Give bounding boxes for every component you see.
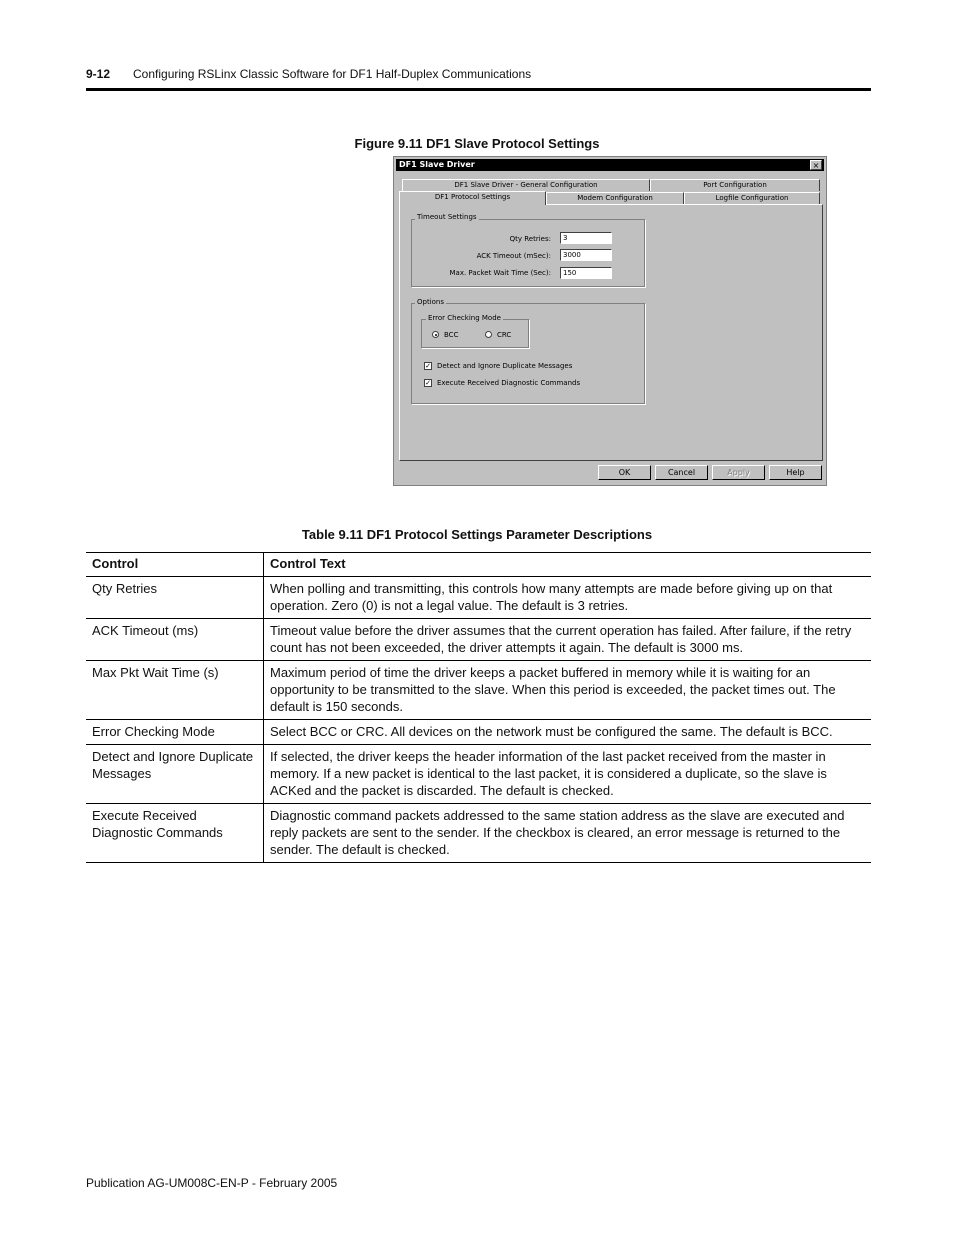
control-cell: ACK Timeout (ms) bbox=[86, 619, 264, 661]
control-text-cell: Diagnostic command packets addressed to the same station address as the slave are executed and reply packets are sent to the sender. If the checkbox is cleared, an error message is returned to the sender. The default is checked. bbox=[264, 804, 872, 863]
max-packet-wait-input[interactable]: 150 bbox=[560, 267, 612, 279]
chapter-title: Configuring RSLinx Classic Software for DF1 Half-Duplex Communications bbox=[133, 67, 532, 81]
dialog-title: DF1 Slave Driver bbox=[399, 160, 475, 169]
detect-duplicate-label: Detect and Ignore Duplicate Messages bbox=[437, 362, 573, 370]
tab-df1-protocol-settings[interactable]: DF1 Protocol Settings bbox=[399, 191, 546, 205]
options-label: Options bbox=[417, 298, 445, 306]
detect-duplicate-checkbox[interactable]: ✓ bbox=[425, 362, 431, 370]
control-text-cell: Maximum period of time the driver keeps a packet buffered in memory while it is waiting for an opportunity to be transmitted to the slave. When this period is exceeded, the packet times out. The default is 150 seconds. bbox=[264, 661, 872, 720]
cancel-button[interactable]: Cancel bbox=[655, 465, 708, 480]
control-cell: Max Pkt Wait Time (s) bbox=[86, 661, 264, 720]
table-row bbox=[86, 804, 871, 863]
qty-retries-label: Qty Retries: bbox=[509, 235, 551, 243]
dialog-titlebar bbox=[396, 159, 824, 171]
crc-radio[interactable] bbox=[485, 331, 492, 338]
ack-timeout-input[interactable]: 3000 bbox=[560, 249, 612, 261]
ack-timeout-label: ACK Timeout (mSec): bbox=[476, 252, 551, 260]
control-cell: Error Checking Mode bbox=[86, 720, 264, 745]
page-number: 9-12 bbox=[86, 67, 111, 81]
execute-diagnostic-checkbox[interactable]: ✓ bbox=[425, 379, 431, 387]
apply-button[interactable]: Apply bbox=[712, 465, 765, 480]
tab-general-configuration[interactable]: DF1 Slave Driver - General Configuration bbox=[402, 179, 650, 191]
control-cell: Execute Received Diagnostic Commands bbox=[86, 804, 264, 863]
header-rule bbox=[86, 88, 871, 91]
df1-slave-driver-dialog bbox=[393, 156, 827, 486]
timeout-settings-label: Timeout Settings bbox=[417, 213, 477, 221]
control-text-cell: Timeout value before the driver assumes that the current operation has failed. After failure, if the retry count has not been exceeded, the driver attempts it again. The default is 3000 ms. bbox=[264, 619, 872, 661]
table-caption: Table 9.11 DF1 Protocol Settings Parameter Descriptions bbox=[301, 527, 653, 542]
tab-logfile-configuration[interactable]: Logfile Configuration bbox=[684, 192, 820, 204]
control-text-cell: When polling and transmitting, this controls how many attempts are made before giving up on that operation. Zero (0) is not a legal value. The default is 3 retries. bbox=[264, 577, 872, 619]
table-row bbox=[86, 661, 871, 720]
table-row bbox=[86, 619, 871, 661]
control-cell: Qty Retries bbox=[86, 577, 264, 619]
bcc-radio-label: BCC bbox=[444, 331, 459, 339]
close-icon[interactable]: × bbox=[810, 160, 822, 170]
tab-port-configuration[interactable]: Port Configuration bbox=[650, 179, 820, 191]
max-packet-wait-label: Max. Packet Wait Time (Sec): bbox=[449, 269, 551, 277]
figure-caption: Figure 9.11 DF1 Slave Protocol Settings bbox=[354, 136, 600, 151]
control-cell: Detect and Ignore Duplicate Messages bbox=[86, 745, 264, 804]
tab-modem-configuration[interactable]: Modem Configuration bbox=[546, 192, 684, 204]
column-header-control-text: Control Text bbox=[264, 553, 872, 577]
bcc-radio[interactable] bbox=[432, 331, 439, 338]
control-text-cell: Select BCC or CRC. All devices on the network must be configured the same. The default is BCC. bbox=[264, 720, 872, 745]
help-button[interactable]: Help bbox=[769, 465, 822, 480]
publication-footer: Publication AG-UM008C-EN-P - February 2005 bbox=[86, 1176, 338, 1190]
control-text-cell: If selected, the driver keeps the header information of the last packet received from the master in memory. If a new packet is identical to the last packet, it is considered a duplicate, so the slave is ACKed and the packet is discarded. The default is checked. bbox=[264, 745, 872, 804]
qty-retries-input[interactable]: 3 bbox=[560, 232, 612, 244]
table-row bbox=[86, 745, 871, 804]
column-header-control: Control bbox=[86, 553, 264, 577]
execute-diagnostic-label: Execute Received Diagnostic Commands bbox=[437, 379, 581, 387]
parameter-table bbox=[86, 552, 871, 863]
table-header-row bbox=[86, 553, 871, 577]
ok-button[interactable]: OK bbox=[598, 465, 651, 480]
error-checking-mode-label: Error Checking Mode bbox=[428, 314, 501, 322]
crc-radio-label: CRC bbox=[497, 331, 512, 339]
table-row bbox=[86, 720, 871, 745]
table-row bbox=[86, 577, 871, 619]
